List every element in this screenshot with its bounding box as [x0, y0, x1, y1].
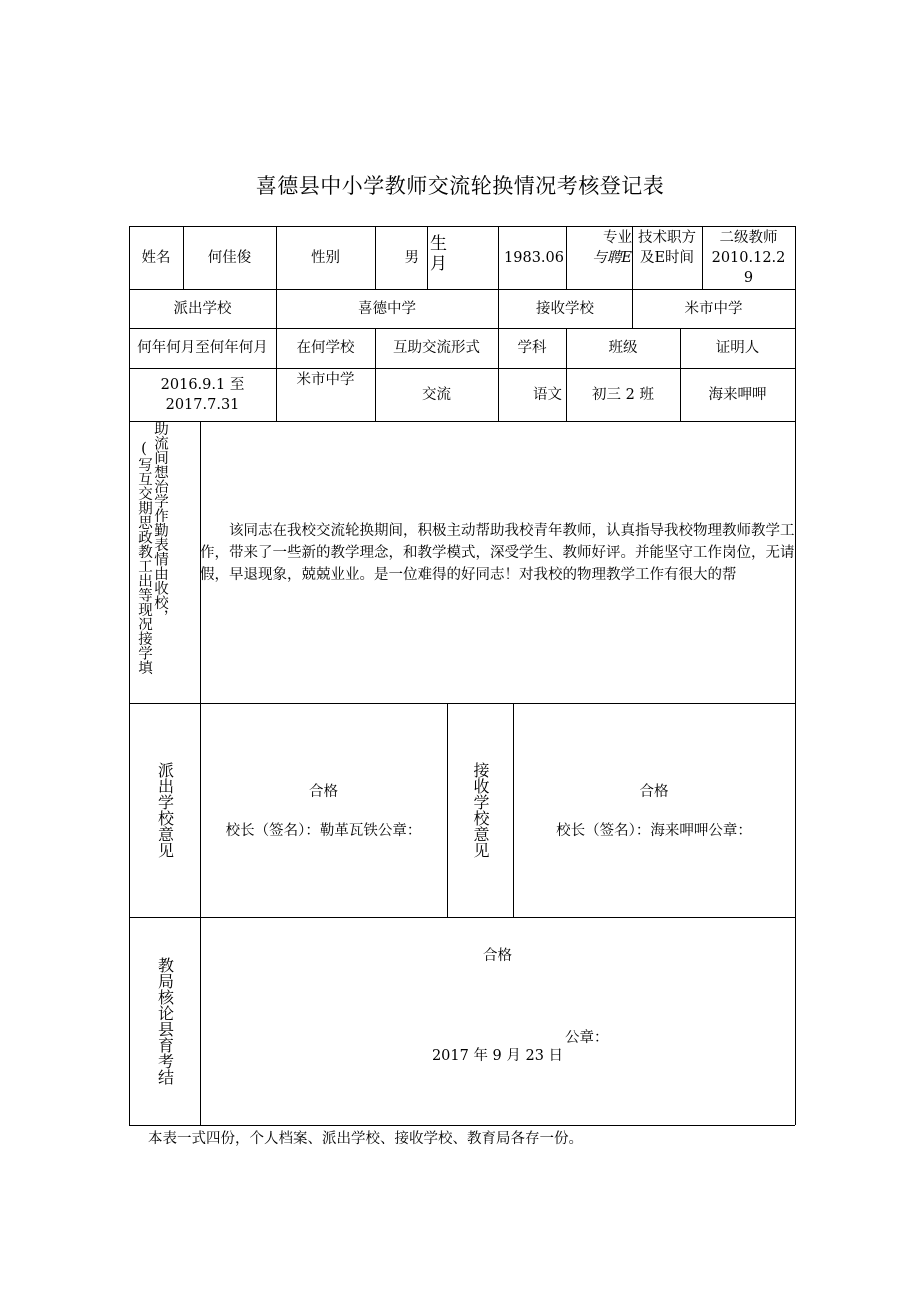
form-header: 互助交流形式 [393, 340, 480, 356]
form-value: 交流 [422, 386, 451, 403]
birth-value: 1983.06 [504, 249, 564, 266]
witness-value: 海来呷呷 [708, 386, 767, 403]
gender-label: 性别 [311, 249, 340, 266]
recv-opinion-label [447, 703, 513, 917]
title-value-line3: 9 [743, 270, 754, 286]
send-school-label: 派出学校 [173, 300, 232, 317]
title-value-line2: 2010.12.2 [711, 250, 786, 266]
title-value [702, 226, 795, 289]
position-label-line2: 与聘E [592, 250, 632, 266]
witness-header: 证明人 [715, 340, 760, 356]
subject-header: 学科 [517, 340, 547, 356]
send-school-value: 喜德中学 [358, 300, 416, 317]
footer-note: 本表一式四份，个人档案、派出学校、接收学校、教育局各存一份。 [148, 1131, 583, 1147]
subject-value: 语文 [533, 386, 562, 403]
recv-opinion-label-text: 接收学校意见 [471, 762, 490, 858]
period-value-start: 2016.9.1 至 [160, 376, 245, 393]
recv-opinion-sign: 校长（签名）：海来呷呷公章： [556, 823, 752, 839]
bureau-opinion-label [129, 917, 200, 1125]
birth-label: 生月 [430, 234, 453, 274]
send-opinion-label-text: 派出学校意见 [155, 762, 175, 858]
send-opinion-sign: 校长（签名）：勒革瓦铁公章： [225, 823, 422, 839]
period-value-end: 2017.7.31 [165, 396, 240, 413]
title-value-line1: 二级教师 [719, 230, 778, 246]
bureau-opinion-result: 合格 [483, 948, 512, 964]
gender-value: 男 [404, 249, 419, 266]
exchange-performance-label-col1: (写互交期思政教工出等现况接学填 [136, 441, 152, 675]
bureau-opinion-label-text: 教局核论县育考结 [155, 957, 175, 1085]
recv-school-label: 接收学校 [536, 300, 594, 317]
class-header: 班级 [608, 340, 638, 356]
period-value [129, 368, 276, 421]
title-label-line1: 技术职方 [638, 230, 696, 246]
school-value: 米市中学 [296, 372, 355, 388]
title-label [632, 226, 702, 289]
send-opinion-label [129, 703, 200, 917]
school-header: 在何学校 [296, 340, 355, 356]
exchange-performance-label-col2: 助流间想治学作勤表情由收校， [152, 421, 168, 624]
title-label-line2: 及E时间 [639, 250, 695, 266]
period-header: 何年何月至何年何月 [137, 340, 268, 356]
name-label: 姓名 [141, 249, 171, 266]
exchange-performance-content: 该同志在我校交流轮换期间，积极主动帮助我校青年教师，认真指导我校物理教师教学工作，带来了一些新的教学理念，和教学模式，深受学生、教师好评。并能坚守工作岗位，无请假，早退现象，兢兢业业。是一位难得的好同志！对我校的物理教学工作有很大的帮 [200, 523, 795, 583]
name-value: 何佳俊 [207, 249, 252, 266]
recv-school-value: 米市中学 [684, 300, 743, 317]
recv-opinion-result: 合格 [639, 784, 669, 800]
bureau-date: 2017 年 9 月 23 日 [431, 1048, 564, 1064]
class-value: 初三 2 班 [592, 386, 654, 403]
position-label-line1: 专业 [603, 230, 632, 246]
position-label [566, 226, 632, 289]
exchange-performance-label [129, 421, 200, 703]
send-opinion-result: 合格 [309, 784, 338, 800]
bureau-seal: 公章： [565, 1030, 609, 1046]
form-title: 喜德县中小学教师交流轮换情况考核登记表 [255, 174, 665, 198]
